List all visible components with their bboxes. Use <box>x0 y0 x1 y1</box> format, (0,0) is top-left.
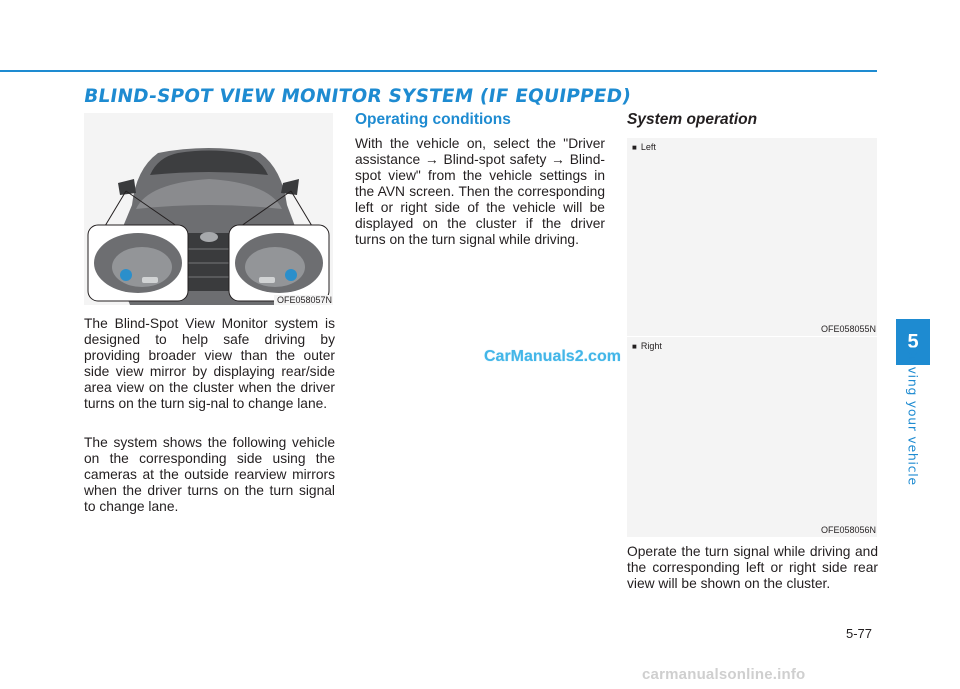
figure-code: OFE058057N <box>274 295 332 305</box>
intro-paragraph: The Blind-Spot View Monitor system is designed to help safe driving by providing broader view than the outer side view mirror by displaying rear/side area view on the cluster when the driver turns on the turn sig-nal to change lane. <box>84 316 335 411</box>
figure-caption <box>632 341 662 351</box>
left-view-figure <box>627 138 877 336</box>
figure-code: OFE058056N <box>820 525 876 535</box>
section-heading-operating-conditions: Operating conditions <box>355 111 511 128</box>
bullet-square-icon: ■ <box>632 143 637 152</box>
figure-caption-label: Left <box>640 142 656 152</box>
page-title: BLIND-SPOT VIEW MONITOR SYSTEM (IF EQUIPPED) <box>82 86 633 107</box>
system-description-paragraph: The system shows the following vehicle on the corresponding side using the cameras at the outside rearview mirrors when the driver turns on the turn signal to change lane. <box>84 435 335 514</box>
bullet-square-icon: ■ <box>632 342 637 351</box>
page-number: 5-77 <box>846 626 873 641</box>
chapter-label: Driving your vehicle <box>905 346 921 486</box>
figure-caption <box>632 142 656 152</box>
car-mirror-cameras-illustration <box>84 113 333 305</box>
watermark-text: CarManuals2.com <box>484 348 621 365</box>
system-operation-paragraph: Operate the turn signal while driving and the corresponding left or right side rear view will be shown on the cluster. <box>627 544 878 591</box>
section-heading-system-operation: System operation <box>627 111 758 128</box>
header-rule <box>0 70 877 72</box>
figure-code: OFE058055N <box>820 324 876 334</box>
operating-conditions-paragraph: With the vehicle on, select the "Driver assistance → Blind-spot safety → Blind-spot view" from the vehicle settings in the AVN screen. Then the corresponding left or right side of the vehicle will be displayed on the cluster if the driver turns on the turn signal while driving. <box>355 136 605 247</box>
figure-caption-label: Right <box>640 341 662 351</box>
watermark-footer: carmanualsonline.info <box>642 666 806 683</box>
car-illustration-figure <box>84 113 333 305</box>
right-view-figure <box>627 337 877 537</box>
chapter-tab: 5 <box>896 319 930 365</box>
